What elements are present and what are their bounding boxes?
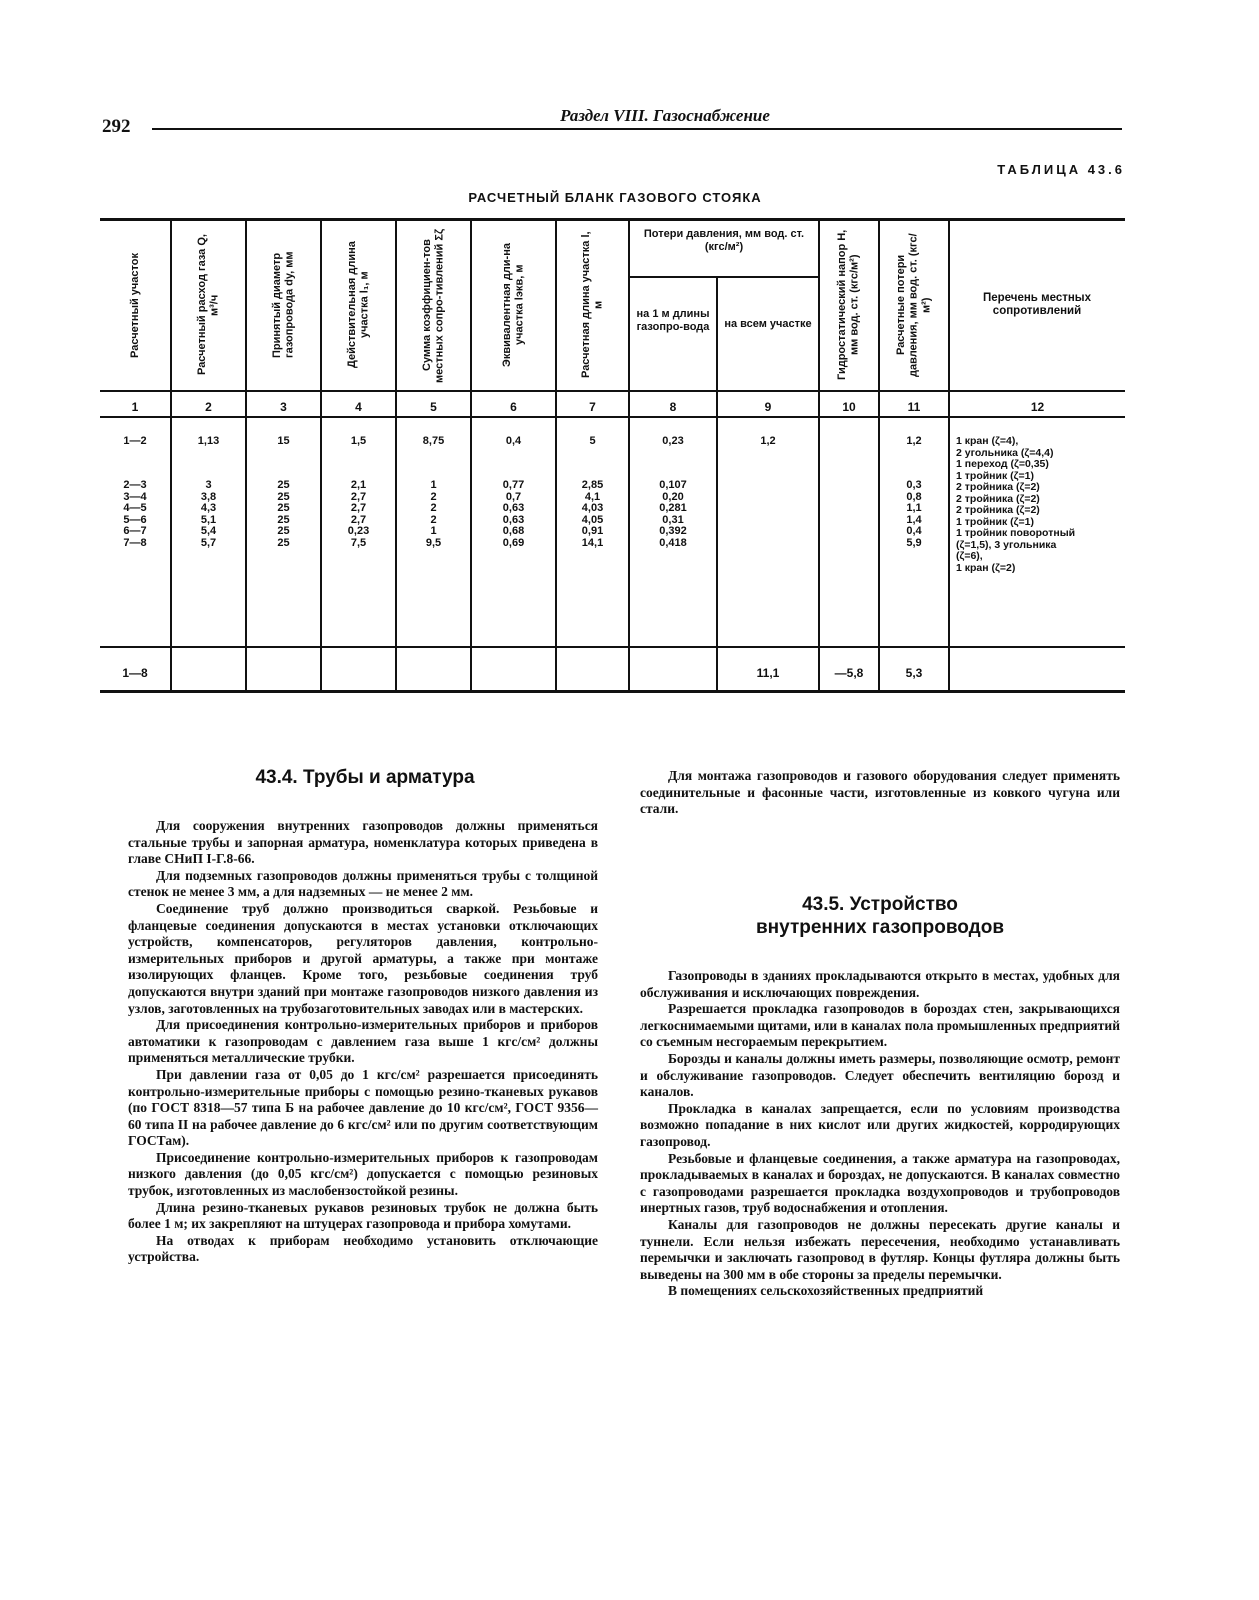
col-number: 4 [355,400,362,414]
heading-line: 43.5. Устройство [802,894,958,915]
col-group-pressure-loss: Потери давления, мм вод. ст. (кгс/м²) [643,228,805,253]
table-cell: 5 [589,435,596,447]
col-number: 9 [764,400,772,414]
col-number: 1 [131,400,139,414]
col-number: 5 [430,400,437,414]
table-cell: 1,2 [906,435,922,447]
table-cell: 0,23 [662,435,684,447]
col-header-local-resistances: Перечень местных сопротивлений [982,292,1092,318]
paragraph: Соединение труб должно производиться сваркой. Резьбовые и фланцевые соединения допускаются в местах установки отключающих устройств, компенсаторов, регуляторов давления, контрольно-измерительных приборов и другой арматуры, а также при монтаже изолирующих фланцев. Кроме того, резьбовые соединения труб допускаются внутри зданий при монтаже газопроводов низкого давления из узлов, заготовленных на трубозаготовительных заводах или в мастерских. [128,900,598,1016]
col-header-calc-length: Расчетная длина участка l, м [579,231,605,379]
paragraph: Резьбовые и фланцевые соединения, а также арматура на газопроводах, прокладываемых в каналах и бороздах, не допускаются. В каналах совместно с газопроводами разрешается прокладка воздухопроводов и трубопроводов инертных газов, труб водоснабжения и отопления. [640,1150,1120,1216]
table-cell: 8,75 [422,435,445,447]
table-column-calc-length: 2,85 4,1 4,03 4,05 0,91 14,1 [581,479,604,549]
table-cell: 1,13 [197,435,220,447]
table-column-diameter: 25 25 25 25 25 25 [277,479,290,549]
col-header-segment: Расчетный участок [128,252,141,358]
table-column-equiv-length: 0,77 0,7 0,63 0,63 0,68 0,69 [502,479,525,549]
table-bottom-rule [100,690,1125,693]
total-row-segment: 1—8 [122,666,148,680]
table-column-actual-length: 2,1 2,7 2,7 2,7 0,23 7,5 [347,479,370,549]
header-rule [152,128,1122,130]
group-subrule [628,276,818,278]
col-divider [948,218,950,692]
total-row-loss: 11,1 [756,666,780,680]
col-header-loss-per-meter: на 1 м длины газопро-вода [636,308,710,333]
table-column-local-resistances: 1 кран (ζ=4), 2 угольника (ζ=4,4) 1 переход (ζ=0,35) 1 тройник (ζ=1) 2 тройника (ζ=2) 2 тройника (ζ=2) 2 тройника (ζ=2) 1 тройник (ζ=1) 1 тройник поворотный (ζ=1,5), 3 угольника (ζ=6), 1 кран (ζ=2) [956,435,1076,574]
col-number: 2 [205,400,212,414]
col-number: 3 [280,400,287,414]
section-heading-43-4: 43.4. Трубы и арматура [255,767,475,788]
table-numbers-rule [100,416,1125,418]
table-cell: 15 [277,435,290,447]
col-divider [716,276,718,692]
table-column-flow: 3 3,8 4,3 5,1 5,4 5,7 [200,479,217,549]
paragraph: Для сооружения внутренних газопроводов должны применяться стальные трубы и запорная арматура, номенклатура которых приведена в главе СНиП I-Г.8-66. [128,818,598,867]
paragraph: Для монтажа газопроводов и газового оборудования следует применять соединительные и фасонные части, изготовленные из ковкого чугуна или стали. [640,768,1120,817]
col-header-flow: Расчетный расход газа Q, м³/ч [195,234,221,376]
section-43-4-body [128,818,598,1266]
table-cell: 0,4 [505,435,522,447]
total-row-calc-loss: 5,3 [905,666,923,680]
paragraph: Разрешается прокладка газопроводов в бороздах стен, закрывающихся легкоснимаемыми щитами, или в каналах пола промышленных предприятий со съемным несгораемым перекрытием. [640,1001,1120,1050]
col-number: 10 [842,400,856,414]
table-cell: 1,5 [350,435,367,447]
paragraph: Присоединение контрольно-измерительных приборов к газопроводам низкого давления (до 0,05 кгс/см²) допускается с помощью резиновых трубок, изготовленных из маслобензостойкой резины. [128,1149,598,1199]
section-running-title: Раздел VIII. Газоснабжение [470,106,860,126]
section-heading-43-5 [640,893,1120,939]
col-header-resistance-sum: Сумма коэффициен-тов местных сопро-тивлений Σζ [420,227,446,383]
paragraph: На отводах к приборам необходимо установить отключающие устройства. [128,1232,598,1265]
col-number: 6 [510,400,517,414]
col-header-actual-length: Действительная длина участка l₁, м [345,241,371,369]
table-top-rule [100,218,1125,221]
col-number: 11 [907,400,921,414]
table-cell: 1,2 [760,435,776,447]
gas-riser-table [100,218,1125,694]
paragraph: Длина резино-тканевых рукавов резиновых трубок не должна быть более 1 м; их закрепляют на штуцерах газопровода и прибора хомутами. [128,1199,598,1232]
col-header-hydrostatic: Гидростатический напор H, мм вод. ст. (кгс/м²) [836,229,861,381]
table-column-calc-loss: 0,3 0,8 1,1 1,4 0,4 5,9 [906,479,922,549]
table-column-loss-per-meter: 0,107 0,20 0,281 0,31 0,392 0,418 [659,479,687,549]
col-header-calc-loss: Расчетные потери давления, мм вод. ст. (кгс/м²) [895,233,933,377]
col-number: 7 [589,400,596,414]
total-row-hydrostatic: —5,8 [834,666,864,680]
col-header-diameter: Принятый диаметр газопровода dу, мм [270,251,296,359]
col-number: 12 [1030,400,1045,414]
paragraph: Газопроводы в зданиях прокладываются открыто в местах, удобных для обслуживания и исключающих повреждения. [640,968,1120,1000]
table-column-resistance-sum: 1 2 2 2 1 9,5 [425,479,442,549]
page-number: 292 [102,116,131,137]
col-header-equiv-length: Эквивалентная дли-на участка lэкв, м [500,243,526,367]
paragraph: Борозды и каналы должны иметь размеры, позволяющие осмотр, ремонт и обслуживание газопроводов. Следует обеспечить вентиляцию борозд и каналов. [640,1050,1120,1100]
paragraph: Прокладка в каналах запрещается, если по условиям производства возможно попадание в них кислот или других жидкостей, корродирующих газопровод. [640,1100,1120,1149]
table-header-rule [100,390,1125,392]
table-row-first: 1—2 [123,435,147,447]
table-body-rule [100,646,1125,648]
table-title: РАСЧЕТНЫЙ БЛАНК ГАЗОВОГО СТОЯКА [468,190,762,205]
table-column-segments: 2—3 3—4 4—5 5—6 6—7 7—8 [123,479,147,549]
paragraph: Для подземных газопроводов должны применяться трубы с толщиной стенок не менее 3 мм, а для надземных — не менее 2 мм. [128,867,598,900]
paragraph: Для присоединения контрольно-измерительных приборов и приборов автоматики к газопроводам с давлением газа выше 1 кгс/см² должны применяться металлические трубки. [128,1017,598,1066]
paragraph: При давлении газа от 0,05 до 1 кгс/см² разрешается присоединять контрольно-измерительные приборы с помощью резино-тканевых рукавов (по ГОСТ 8318—57 типа Б на рабочее давление до 10 кгс/см², ГОСТ 9356—60 типа II на рабочее давление до 6 кгс/см² или по другим соответствующим ГОСТам). [128,1066,598,1149]
right-intro [640,768,1120,818]
col-number: 8 [669,400,677,414]
col-header-loss-segment: на всем участке [724,318,812,330]
section-43-5-body [640,968,1120,1300]
paragraph: В помещениях сельскохозяйственных предприятий [668,1283,984,1299]
table-label: ТАБЛИЦА 43.6 [997,162,1125,177]
heading-line: внутренних газопроводов [755,917,1005,938]
col-divider [628,218,630,692]
paragraph: Каналы для газопроводов не должны пересекать другие каналы и туннели. Если нельзя избежать пересечения, необходимо устанавливать перемычки и заключать газопровод в футляр. Концы футляра должны быть выведены на 300 мм в обе стороны за пределы перемычки. [640,1216,1120,1282]
